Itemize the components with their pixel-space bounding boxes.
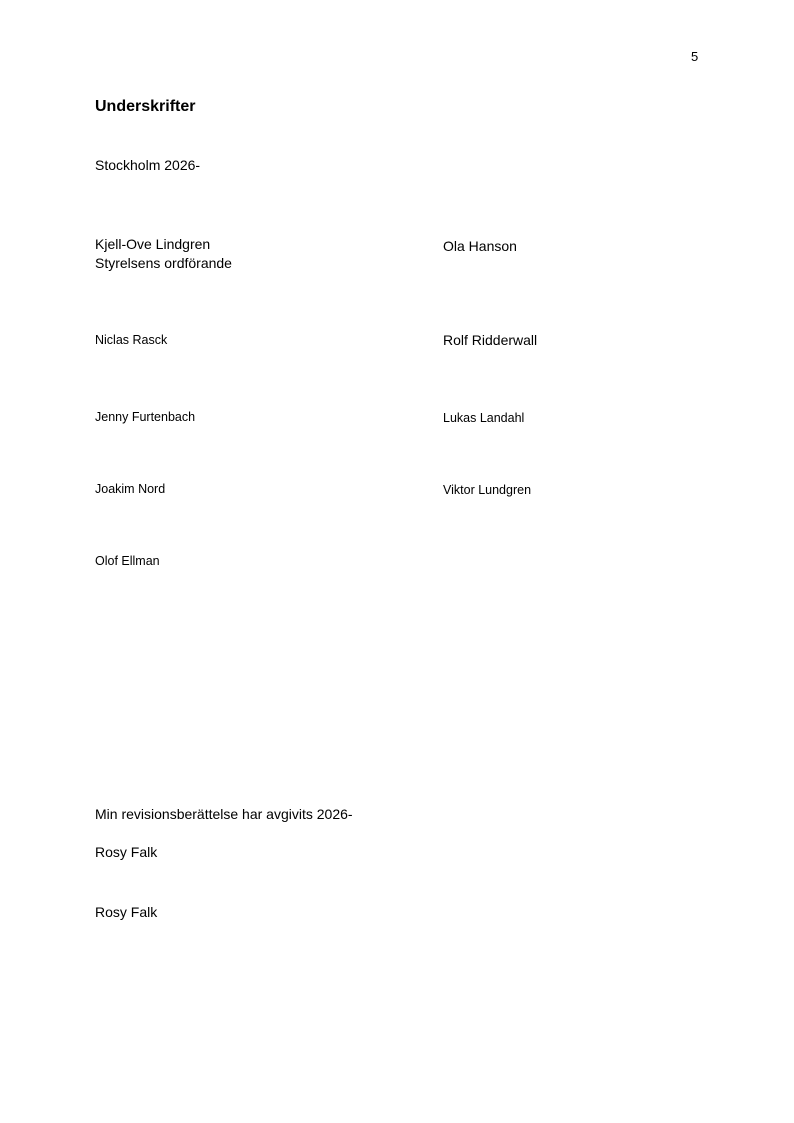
- page-title: Underskrifter: [95, 98, 196, 115]
- signatory-name: Olof Ellman: [95, 554, 160, 568]
- audit-statement: Min revisionsberättelse har avgivits 2026-: [95, 806, 353, 822]
- signatory-chair-name: Kjell-Ove Lindgren: [95, 236, 211, 252]
- signatory-name: Viktor Lundgren: [443, 483, 532, 497]
- signatory-chair-title: Styrelsens ordförande: [95, 255, 232, 271]
- signatory-name: Ola Hanson: [443, 238, 517, 254]
- signatory-name: Jenny Furtenbach: [95, 410, 196, 424]
- signatory-name: Lukas Landahl: [443, 411, 525, 425]
- page-number: 5: [691, 49, 699, 64]
- auditor-name: Rosy Falk: [95, 904, 158, 920]
- auditor-signature: Rosy Falk: [95, 844, 158, 860]
- signatory-name: Joakim Nord: [95, 482, 166, 496]
- place-date: Stockholm 2026-: [95, 157, 201, 173]
- signatory-name: Niclas Rasck: [95, 333, 168, 347]
- signatory-name: Rolf Ridderwall: [443, 332, 538, 348]
